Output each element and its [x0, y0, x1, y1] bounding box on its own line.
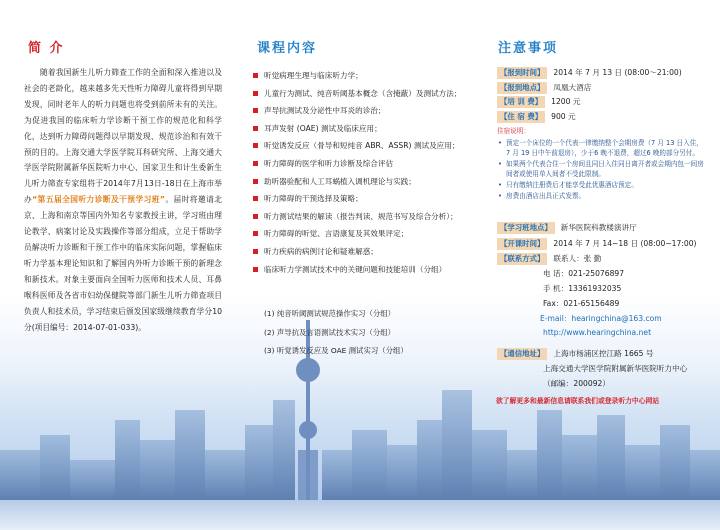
intro-text-part2: 。届时将邀请北京、上海和南京等国内外知名专家教授主讲，学习班由理论教学、病案讨论及实践操作等部分组成，立足于帮助学员解决听力诊断和干预工作中的临床实际问题，掌握临床听力学基本理论知识和了解国内外听力诊断干预的新理念和新技术。对象主要面向全国听力医师和技术人员、耳鼻喉科医师及各省市妇幼保健院等部门新生儿听力筛查项目负责人和技术员，学习结束后颁发国家级继续教育学分10分(项目编号：2014-07-01-033)。	[24, 195, 222, 332]
contact-row	[497, 253, 601, 265]
notice-heading: 注意事项	[498, 41, 559, 56]
course-item-label: 临床听力学测试技术中的关键问题和技能培训（分组）	[264, 264, 447, 274]
bullet-icon	[253, 73, 258, 78]
course-item	[253, 190, 495, 208]
course-item-label: 听觉病理生理与临床听力学；	[264, 71, 363, 80]
contact-person: 联系人：张 勤	[553, 254, 602, 263]
course-sub-item: (3) 听觉诱发反应及 OAE 测试实习（分组）	[264, 346, 408, 355]
register-time-tag: 【报到时间】	[497, 67, 547, 79]
course-item	[253, 173, 495, 191]
course-item	[253, 155, 495, 173]
bullet-icon	[253, 267, 258, 272]
course-item	[253, 120, 495, 138]
bullet-icon	[253, 91, 258, 96]
bullet-icon	[253, 214, 258, 219]
contact-mobile: 手 机：13361932035	[543, 284, 622, 293]
course-sub-item: (2) 声导抗及言语测试技术实习（分组）	[264, 327, 396, 337]
intro-heading: 简 介	[28, 41, 65, 56]
register-place-value: 凤凰大酒店	[553, 83, 592, 92]
bullet-icon	[253, 126, 258, 131]
course-item	[253, 225, 495, 243]
course-sub-list	[264, 305, 408, 361]
study-place-value: 新华医院科教楼演讲厅	[560, 223, 637, 232]
course-item-label: 助听器验配和人工耳蜗植入调机理论与实践；	[264, 176, 416, 186]
lodging-note: • 只有缴纳注册费后才能享受此优惠酒店预定。	[497, 180, 705, 191]
course-item	[253, 67, 495, 85]
intro-paragraph	[24, 65, 222, 335]
bullet-icon	[253, 249, 258, 254]
course-item	[253, 243, 495, 261]
address-postcode: （邮编：200092）	[543, 379, 610, 388]
course-item-label: 听力障碍的干预选择及策略；	[264, 194, 363, 204]
bullet-icon	[253, 143, 258, 148]
course-item	[253, 85, 495, 103]
footer-contact-note: 欲了解更多和最新信息请联系我们或登录听力中心网站	[496, 397, 660, 405]
training-fee-row	[497, 96, 580, 108]
course-item-label: 儿童行为测试、纯音听阈基本概念（含掩蔽）及测试方法；	[264, 88, 462, 98]
bullet-icon	[253, 179, 258, 184]
training-fee-tag: 【培 训 费】	[497, 96, 545, 108]
class-time-tag: 【开课时间】	[497, 238, 547, 250]
course-list	[253, 67, 495, 278]
register-place-tag: 【报到地点】	[497, 82, 547, 94]
intro-text-part1: 随着我国新生儿听力筛查工作的全面和深入推进以及社会的老龄化，越来越多先天性听力障碍儿童将得到早期发现，同时老年人的听力问题也将受到前所未有的关注。为促进我国的临床听力学诊断干预工作的规范化和科学化，达到听力障碍问题得以早期发现、规范诊治和有效干预的目的。上海交通大学医学院耳科研究所、上海交通大学医学院附属新华医院听力中心、国家卫生和计生委新生儿听力筛查专家组将于2014年7月13日-18日在上海市举办	[24, 68, 222, 205]
study-place-tag: 【学习班地点】	[497, 222, 555, 234]
course-item-label: 听力障碍的听觉、言语康复及其效果评定；	[264, 229, 409, 239]
training-fee-value: 1200 元	[551, 97, 581, 106]
register-place-row	[497, 82, 591, 94]
course-item-label: 听力障碍的医学和听力诊断及综合评估	[264, 158, 394, 168]
bullet-icon	[253, 108, 258, 113]
lodging-fee-row	[497, 111, 576, 123]
course-item-label: 听力疾病的病例讨论和疑难解惑；	[264, 246, 378, 256]
lodging-fee-tag: 【住 宿 费】	[497, 111, 545, 123]
website-link[interactable]: http://www.hearingchina.net	[543, 328, 652, 337]
class-time-row	[497, 238, 697, 250]
contact-fax: Fax：021-65156489	[543, 299, 620, 308]
address-tag: 【通信地址】	[497, 348, 547, 360]
contact-phone: 电 话：021-25076897	[543, 269, 625, 278]
course-item-label: 耳声发射 (OAE) 测试及临床应用；	[264, 123, 382, 133]
contact-tag: 【联系方式】	[497, 253, 547, 265]
lodging-note: • 如果两个代表合住一个房间且同日入住同日离开者或会期内包一间房间者或使用单人间者不受此限制。	[497, 159, 705, 180]
address-line1: 上海市杨浦区控江路 1665 号	[553, 349, 654, 358]
class-time-value: 2014 年 7 月 14~18 日 (08:00~17:00)	[553, 239, 697, 248]
course-item	[253, 208, 495, 226]
contact-email-link[interactable]: E-mail：hearingchina@163.com	[540, 314, 662, 323]
course-item-label: 声导抗测试及分泌性中耳炎的诊治；	[264, 106, 386, 116]
course-item	[253, 261, 495, 279]
register-time-row	[497, 67, 682, 79]
study-place-row	[497, 222, 637, 234]
lodging-fee-value: 900 元	[551, 112, 576, 121]
course-item	[253, 102, 495, 120]
course-item	[253, 137, 495, 155]
register-time-value: 2014 年 7 月 13 日 (08:00～21:00)	[553, 68, 682, 77]
course-heading: 课程内容	[257, 41, 318, 56]
address-row	[497, 348, 653, 360]
bullet-icon	[253, 161, 258, 166]
lodging-notes	[497, 126, 705, 201]
bullet-icon	[253, 196, 258, 201]
course-item-label: 听力测试结果的解读（报告判读、规范书写及综合分析）；	[264, 211, 458, 221]
course-sub-item: (1) 纯音听阈测试规范操作实习（分组）	[264, 309, 396, 318]
lodging-note: • 预定一个床位的一个代表一律缴纳整个会期房费（7 月 13 日入住，7 月 19 日中午前退房），少于6 晚不退费，超过6 晚的部分另付。	[497, 138, 705, 159]
address-line2: 上海交通大学医学院附属新华医院听力中心	[543, 364, 688, 373]
course-item-label: 听觉诱发反应（骨导和短纯音 ABR、ASSR) 测试及应用；	[264, 141, 460, 151]
bullet-icon	[253, 231, 258, 236]
intro-highlight-course-name: “第五届全国听力诊断及干预学习班”	[32, 195, 165, 205]
lodging-note: • 房费由酒店出具正式发票。	[497, 191, 705, 202]
lodging-notes-title: 住宿说明：	[497, 127, 530, 135]
